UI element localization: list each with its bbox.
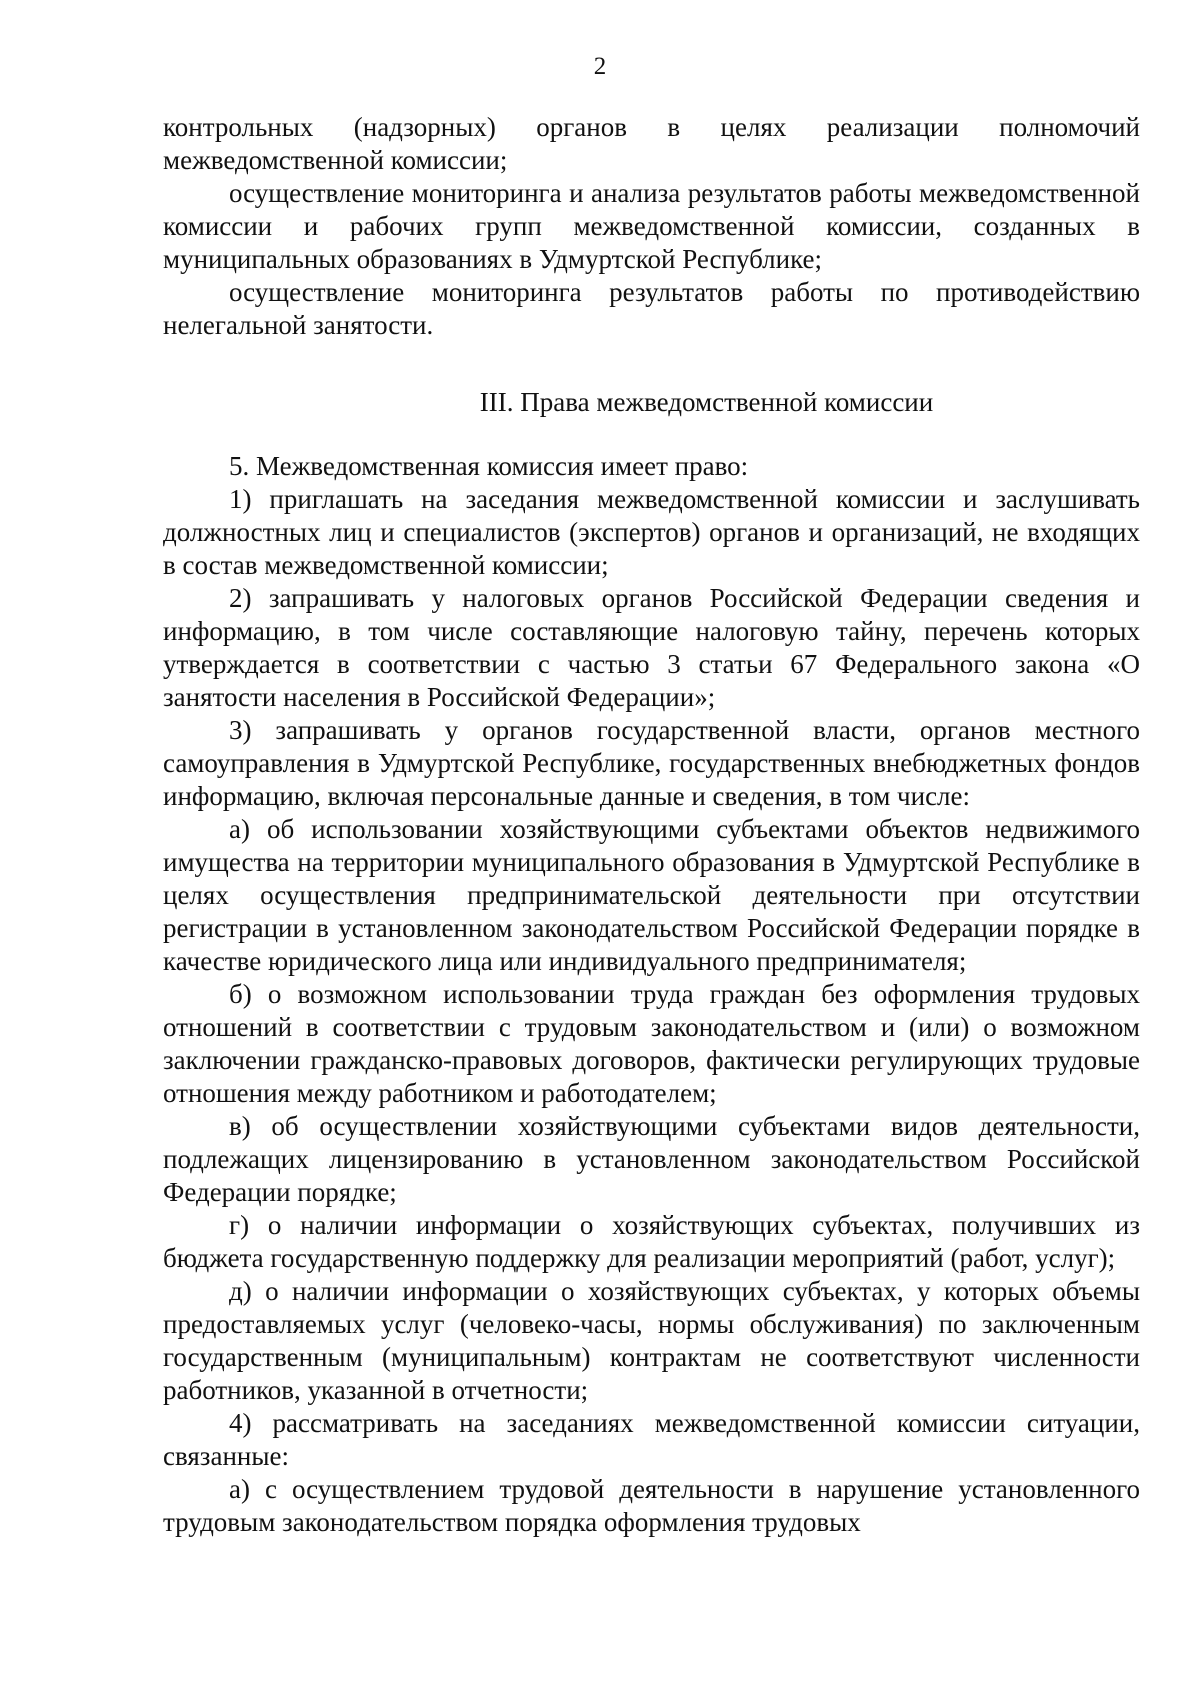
paragraph-continuation: контрольных (надзорных) органов в целях реализации полномочий межведомственной комиссии;	[163, 112, 1140, 175]
paragraph-item-1: 1) приглашать на заседания межведомственной комиссии и заслушивать должностных лиц и специалистов (экспертов) органов и организаций, не входящих в состав межведомственной комиссии;	[163, 484, 1140, 580]
document-body	[163, 111, 1140, 1539]
paragraph-item-2: 2) запрашивать у налоговых органов Российской Федерации сведения и информацию, в том числе составляющие налоговую тайну, перечень которых утверждается в соответствии с частью 3 статьи 67 Федерального закона «О занятости населения в Российской Федерации»;	[163, 583, 1140, 712]
paragraph-item-4-subitem-a: а) с осуществлением трудовой деятельности в нарушение установленного трудовым законодательством порядка оформления трудовых	[163, 1474, 1140, 1537]
paragraph-subitem-d: д) о наличии информации о хозяйствующих субъектах, у которых объемы предоставляемых услуг (человеко-часы, нормы обслуживания) по заключенным государственным (муниципальным) контрактам не соответствуют численности работников, указанной в отчетности;	[163, 1276, 1140, 1405]
section-heading: III. Права межведомственной комиссии	[479, 387, 934, 417]
paragraph-monitoring-analysis: осуществление мониторинга и анализа результатов работы межведомственной комиссии и рабочих групп межведомственной комиссии, созданных в муниципальных образованиях в Удмуртской Республике;	[163, 178, 1140, 274]
page-number: 2	[593, 53, 607, 80]
paragraph-subitem-g: г) о наличии информации о хозяйствующих субъектах, получивших из бюджета государственную поддержку для реализации мероприятий (работ, услуг);	[163, 1210, 1140, 1273]
paragraph-monitoring-illegal-employment: осуществление мониторинга результатов работы по противодействию нелегальной занятости.	[163, 277, 1140, 340]
paragraph-subitem-b: б) о возможном использовании труда граждан без оформления трудовых отношений в соответствии с трудовым законодательством и (или) о возможном заключении гражданско-правовых договоров, фактически регулирующих трудовые отношения между работником и работодателем;	[163, 979, 1140, 1108]
paragraph-subitem-v: в) об осуществлении хозяйствующими субъектами видов деятельности, подлежащих лицензированию в установленном законодательством Российской Федерации порядке;	[163, 1111, 1140, 1207]
paragraph-item-3: 3) запрашивать у органов государственной власти, органов местного самоуправления в Удмуртской Республике, государственных внебюджетных фондов информацию, включая персональные данные и сведения, в том числе:	[163, 715, 1140, 811]
paragraph-subitem-a: а) об использовании хозяйствующими субъектами объектов недвижимого имущества на территории муниципального образования в Удмуртской Республике в целях осуществления предпринимательской деятельности при отсутствии регистрации в установленном законодательством Российской Федерации порядке в качестве юридического лица или индивидуального предпринимателя;	[163, 814, 1140, 976]
paragraph-item-5: 5. Межведомственная комиссия имеет право:	[229, 451, 749, 481]
paragraph-item-4: 4) рассматривать на заседаниях межведомственной комиссии ситуации, связанные:	[163, 1408, 1140, 1471]
